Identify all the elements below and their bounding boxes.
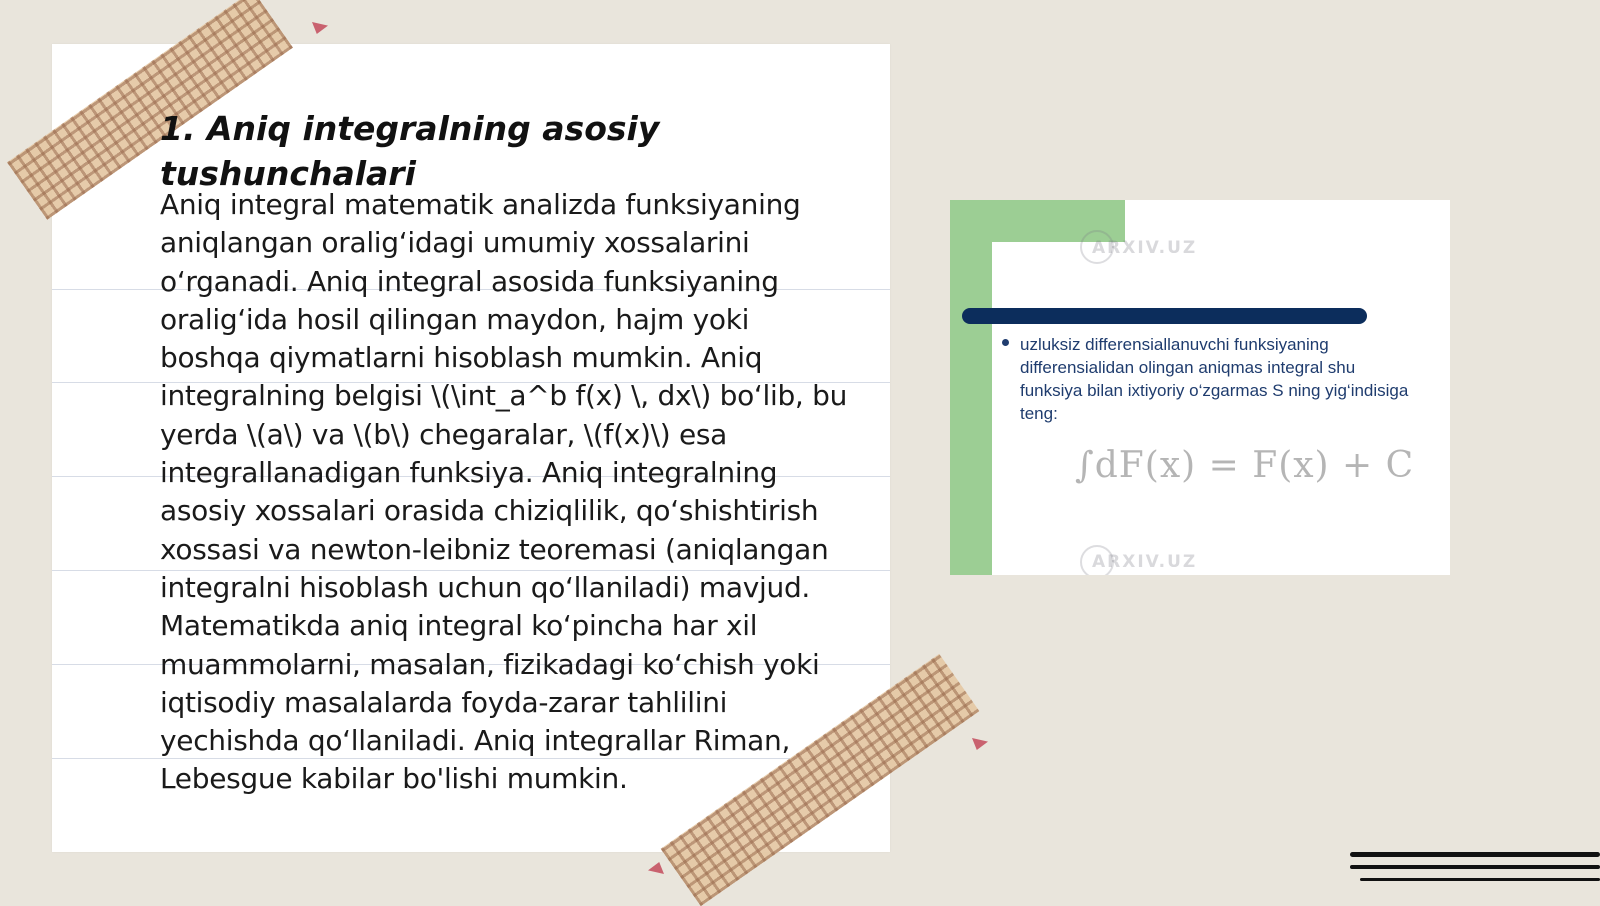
embedded-slide-image (950, 200, 1450, 575)
slide-body-text: Aniq integral matematik analizda funksiyaning aniqlangan oralig‘idagi umumiy xossalarini o‘rganadi. Aniq integral asosida funksiyaning oralig‘ida hosil qilingan maydon, hajm yoki boshqa qiymatlarni hisoblash mumkin. Aniq integralning belgisi \(\int_a^b f(x) \, dx\) bo‘lib, bu yerda \(a\) va \(b\) chegaralar, \(f(x)\) esa integrallanadigan funksiya. Aniq integralning asosiy xossalari orasida chiziqlilik, qo‘shishtirish xossasi va newton-leibniz teoremasi (aniqlangan integralni hisoblash uchun qo‘llaniladi) mavjud. Matematikda aniq integral ko‘pincha har xil muammolarni, masalan, fizikadagi ko‘chish yoki iqtisodiy masalalarda foyda-zarar tahlilini yechishda qo‘llaniladi. Aniq integrallar Riman, Lebesgue kabilar bo'lishi mumkin. (160, 188, 848, 796)
watermark-top: ARXIV.UZ (1092, 238, 1198, 258)
thumb-title-bar (962, 308, 1367, 324)
decorative-stroke (1360, 878, 1600, 881)
bullet-dot-icon (1002, 339, 1009, 346)
tape-tip-decoration (312, 22, 328, 34)
decorative-stroke (1350, 865, 1600, 869)
thumb-formula: ∫dF(x) = F(x) + C (1075, 445, 1415, 486)
decorative-stroke (1350, 852, 1600, 857)
tape-tip-decoration (648, 862, 664, 874)
slide-title: 1. Aniq integralning asosiy tushunchalari (160, 109, 660, 193)
watermark-bottom: ARXIV.UZ (1092, 552, 1198, 572)
tape-tip-decoration (972, 738, 988, 750)
thumb-bullet-text: uzluksiz differensiallanuvchi funksiyaning differensialidan olingan aniqmas integral shu funksiya bilan ixtiyoriy o‘zgarmas S ning yig‘indisiga teng: (1020, 335, 1409, 423)
thumb-green-strip (950, 200, 992, 575)
